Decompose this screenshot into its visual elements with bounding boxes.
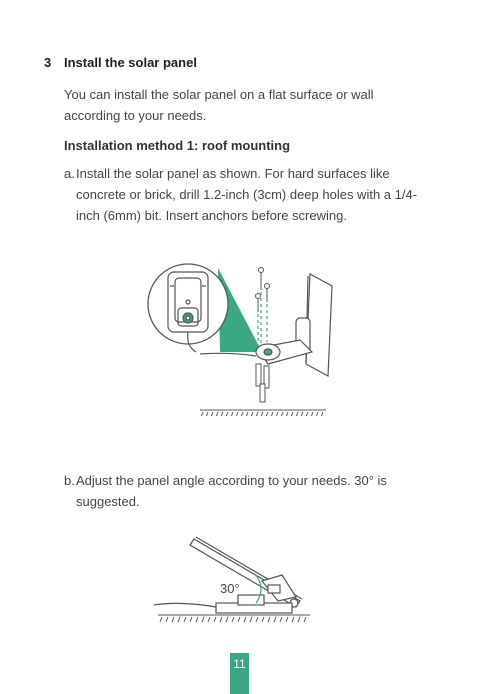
page-number: 11	[230, 653, 249, 694]
cable	[200, 353, 256, 356]
step-b-text: Adjust the panel angle according to your needs. 30° is suggested.	[76, 473, 387, 509]
step-a-text: Install the solar panel as shown. For hard surfaces like concrete or brick, drill 1.2-inch (3cm) deep holes with a 1/4-inch (6mm) bit. Insert anchors before screwing.	[76, 166, 418, 223]
section-intro: You can install the solar panel on a flat surface or wall according to your needs.	[64, 87, 374, 123]
mount-bracket	[256, 318, 312, 364]
angle-label: 30°	[220, 581, 240, 596]
step-b	[64, 470, 434, 512]
step-a-label: a.	[64, 166, 75, 181]
ground-line	[200, 410, 326, 416]
step-b-label: b.	[64, 473, 75, 488]
wall-anchors	[256, 364, 269, 402]
alignment-lines	[258, 292, 267, 346]
panel-ground-line	[158, 615, 310, 622]
panel-cable	[154, 603, 216, 607]
panel-angle-illustration	[150, 533, 320, 633]
section-title: Install the solar panel	[64, 55, 197, 70]
step-a	[64, 163, 434, 226]
roof-mounting-illustration	[140, 256, 340, 416]
section-number: 3	[44, 55, 52, 70]
method-title: Installation method 1: roof mounting	[64, 138, 291, 153]
